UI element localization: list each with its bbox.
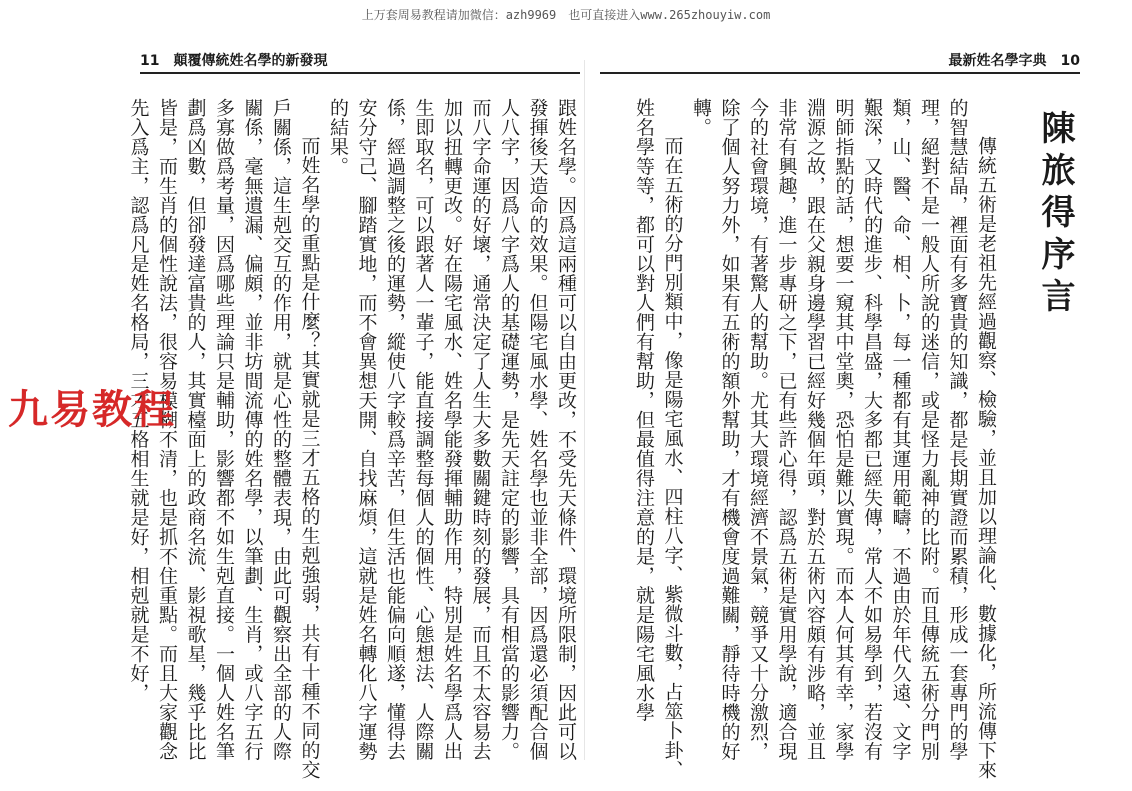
left-page-header: 11 顛覆傳統姓名學的新發現 — [140, 53, 328, 69]
preface-title: 陳旅得序言 — [1035, 110, 1075, 320]
right-paragraph-1: 傳統五術是老祖先經過觀察、檢驗，並且加以理論化、數據化，所流傳下來的智慧結晶，裡面有多寶貴的知識，都是長期實證而累積，形成一套專門的學理，絕對不是一般人所說的迷信，或是怪力亂神的比附。而且傳統五術分門別類，山、醫、命、相、卜，每一種都有其運用範疇，不過由於年代久遠、文字艱深，又時代的進步、科學昌盛，大多都已經失傳，常人不如易學到，若沒有明師指點的話，想要一窺其中堂奧，恐怕是難以實現。而本人何其有幸，家學淵源之故，跟在父親身邊學習已經好幾個年頭，對於五術內容頗有涉略，並且非常有興趣，進一步專研之下，已有些許心得，認爲五術是實用學說，適合現今的社會環境，有著驚人的幫助。尤其大環境經濟不景氣，競爭又十分激烈，除了個人努力外，如果有五術的額外幫助，才有機會度過難關，靜待時機的好轉。 — [690, 98, 997, 780]
page-spine — [584, 60, 585, 760]
left-page — [127, 40, 580, 780]
right-paragraph-2: 而在五術的分門別類中，像是陽宅風水、四柱八字、紫微斗數，占筮卜卦、姓名學等等，都可以對人們有幫助，但最值得注意的是，就是陽宅風水學 — [633, 98, 684, 780]
right-page-body — [595, 98, 1000, 780]
top-banner: 上万套周易教程请加微信：azh9969 也可直接进入www.265zhouyiw.com — [361, 8, 771, 22]
right-page — [590, 40, 1090, 780]
watermark-logo: 九易教程 — [8, 387, 176, 433]
left-page-body — [127, 98, 580, 780]
right-page-header: 最新姓名學字典 10 — [948, 53, 1080, 69]
right-header-rule — [600, 72, 1080, 74]
left-header-rule — [140, 72, 580, 74]
left-paragraph-2: 而姓名學的重點是什麼？其實就是三才五格的生剋強弱，共有十種不同的交戶關係，這生剋交互的作用，就是心性的整體表現，由此可觀察出全部的人際關係，毫無遺漏、偏頗，並非坊間流傳的姓名學，以筆劃、生肖，或八字五行多寡做爲考量，因爲哪些理論只是輔助，影響都不如生剋直接。一個人姓名筆劃爲凶數，但卻發達富貴的人，其實檯面上的政商名流、影視歌星，幾乎比比皆是，而生肖的個性說法，很容易模糊不清，也是抓不住重點。而且大家觀念先入爲主，認爲凡是姓名格局，三才五格相生就是好，相剋就是不好， — [127, 98, 321, 780]
left-paragraph-1: 跟姓名學。因爲這兩種可以自由更改，不受先天條件、環境所限制，因此可以發揮後天造命的效果。但陽宅風水學、姓名學也並非全部，因爲還必須配合個人八字，因爲八字爲人的基礎運勢，是先天註定的影響，具有相當的影響力。而八字命運的好壞，通常決定了人生大多數關鍵時刻的發展，而且不太容易去加以扭轉更改。好在陽宅風水、姓名學能發揮輔助作用，特別是姓名學爲人出生即取名，可以跟著人一輩子，能直接調整每個人的個性、心態想法、人際關係，經過調整之後的運勢，縱使八字較爲辛苦，但生活也能偏向順遂，懂得去安分守己、腳踏實地，而不會異想天開、自找麻煩，這就是姓名轉化八字運勢的結果。 — [327, 98, 577, 761]
